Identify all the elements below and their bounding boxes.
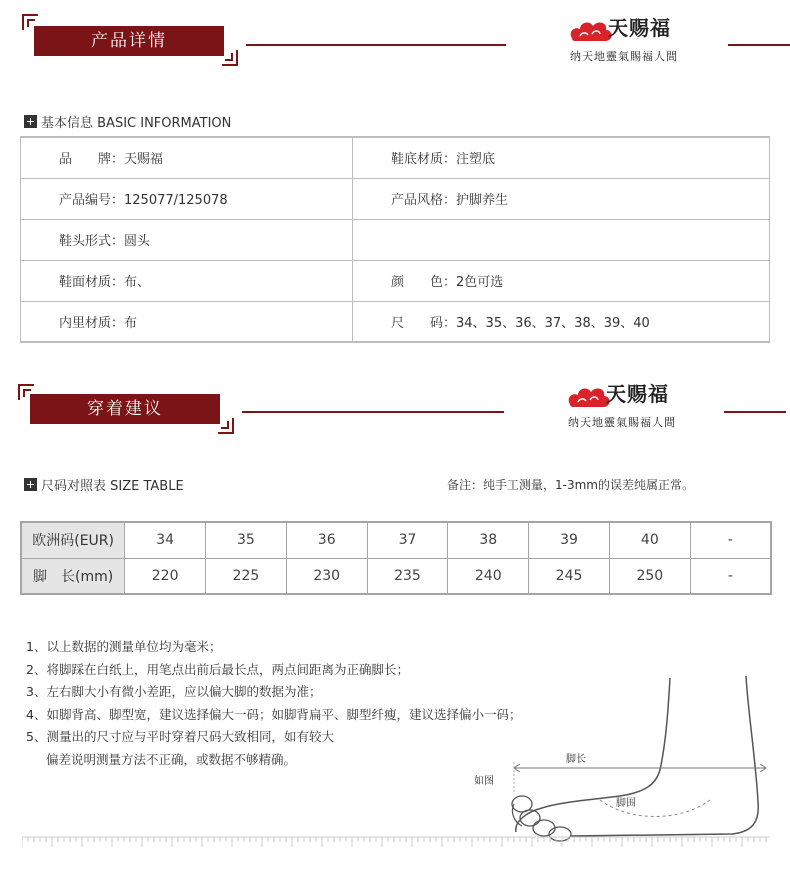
logo-slogan: 纳天地靈氣賜福人間 [568,416,676,429]
table-cell: 230 [286,558,367,594]
table-cell: 235 [367,558,448,594]
table-cell: 250 [609,558,690,594]
table-cell [353,219,770,260]
basic-info-table [20,136,770,343]
table-cell: - [690,558,771,594]
table-cell: 38 [448,522,529,558]
table-row [21,522,771,558]
divider-line [724,411,786,413]
corner-ornament [218,418,234,434]
table-cell: 225 [206,558,287,594]
divider-line [728,44,790,46]
instruction-line: 偏差说明测量方法不正确，或数据不够精确。 [46,751,297,767]
instruction-line: 5、测量出的尺寸应与平时穿着尺码大致相同，如有较大 [26,729,334,744]
table-cell: 鞋底材质：注塑底 [353,137,770,178]
table-cell: 鞋面材质：布、 [21,260,353,301]
section-banner-wearing-advice [0,378,790,438]
logo-title: 天赐福 [608,16,671,40]
plus-icon [24,115,37,128]
measurement-instructions [26,636,521,771]
ruler-strip [22,836,770,848]
instruction-line: 2、将脚踩在白纸上，用笔点出前后最长点，两点间距离为正确脚长； [26,661,409,677]
table-cell: 内里材质：布 [21,301,353,342]
table-cell: 245 [529,558,610,594]
table-cell: 37 [367,522,448,558]
instruction-line: 4、如脚背高、脚型宽，建议选择偏大一码；如脚背扁平、脚型纤瘦，建议选择偏小一码； [26,706,522,722]
plus-icon [24,478,37,491]
table-cell: 240 [448,558,529,594]
size-table-heading [24,475,184,494]
section-title: 产品详情 [34,26,224,56]
corner-ornament [222,50,238,66]
table-cell: - [690,522,771,558]
length-label: 脚长 [566,754,586,765]
table-row [21,219,770,260]
divider-line [246,44,506,46]
divider-line [242,411,504,413]
row-header: 欧洲码(EUR) [21,522,125,558]
table-row [21,558,771,594]
table-row [21,178,770,219]
table-cell: 40 [609,522,690,558]
measurement-note: 备注：纯手工测量，1-3mm的误差纯属正常。 [447,478,694,492]
logo-slogan: 纳天地靈氣賜福人間 [570,50,678,63]
table-cell: 34 [125,522,206,558]
table-cell: 产品编号：125077/125078 [21,178,353,219]
basic-info-heading [24,112,231,131]
table-cell: 尺 码：34、35、36、37、38、39、40 [353,301,770,342]
table-cell: 产品风格：护脚养生 [353,178,770,219]
table-row [21,137,770,178]
table-row [21,301,770,342]
size-table [20,521,772,595]
instruction-line: 3、左右脚大小有微小差距，应以偏大脚的数据为准； [26,684,322,699]
section-title: 穿着建议 [30,394,220,424]
table-cell: 鞋头形式：圆头 [21,219,353,260]
table-row [21,260,770,301]
table-cell: 220 [125,558,206,594]
foot-measurement-diagram [470,672,770,852]
brand-logo [566,378,686,428]
table-cell: 39 [529,522,610,558]
table-cell: 颜 色：2色可选 [353,260,770,301]
logo-title: 天赐福 [606,382,669,406]
size-table-heading-text: 尺码对照表 SIZE TABLE [41,479,184,494]
table-cell: 35 [206,522,287,558]
figure-label: 如图 [474,776,494,787]
girth-label: 脚围 [616,798,636,809]
instruction-line: 1、以上数据的测量单位均为毫米； [26,639,222,654]
table-cell: 36 [286,522,367,558]
section-banner-product-details [0,12,790,72]
foot-outline-icon [470,672,770,842]
row-header: 脚 长(mm) [21,558,125,594]
table-cell: 品 牌：天赐福 [21,137,353,178]
basic-info-heading-text: 基本信息 BASIC INFORMATION [41,116,232,131]
brand-logo [568,12,688,62]
